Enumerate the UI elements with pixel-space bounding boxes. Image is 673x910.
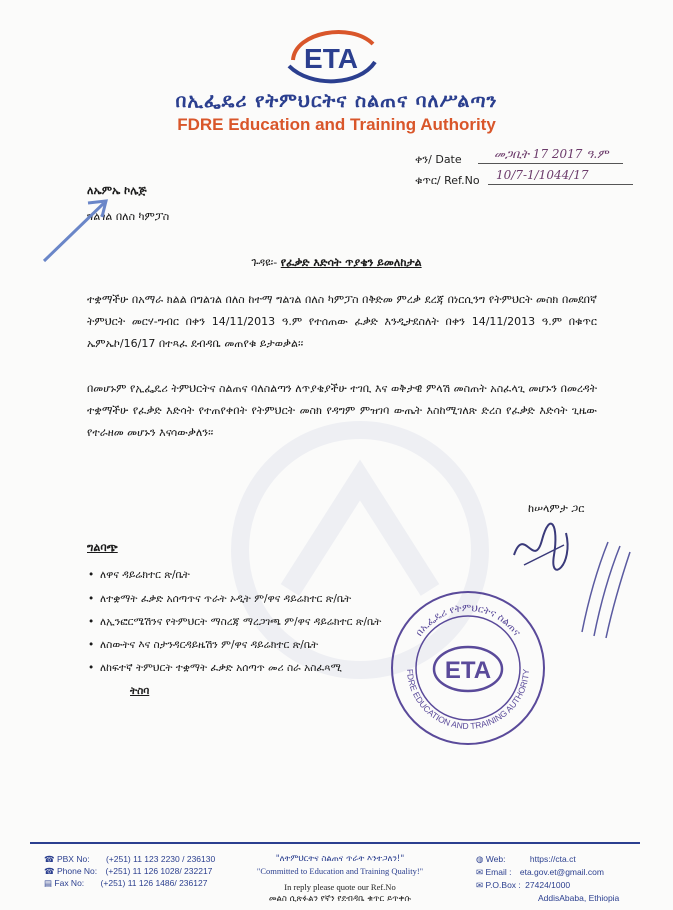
phone-icon: ☎ — [44, 854, 55, 864]
footer-divider — [30, 842, 640, 844]
footer-motto-amharic: "ለትምህርትና ስልጠና ጥራት እንተጋለን!" — [275, 854, 405, 864]
date-value: መጋቢት 17 2017 ዓ.ም — [494, 147, 609, 161]
mail-icon: ✉ — [476, 867, 484, 877]
subject-line — [0, 256, 673, 270]
cc-item: • ለዋና ዳይሬክተር ጽ/ቤት — [88, 569, 190, 581]
footer-pbx: ☎ PBX No: (+251) 11 123 2230 / 236130 — [44, 854, 216, 864]
org-name-amharic: በኢፌዴሪ የትምህርትና ስልጠና ባለሥልጣን — [175, 90, 498, 112]
globe-icon: ◍ — [476, 854, 484, 864]
ref-underline — [488, 184, 633, 185]
phone-icon: ☎ — [44, 866, 55, 876]
cc-item: • ለከፍተኛ ትምህርት ተቋማት ፈቃድ አሰጣጥ መሪ ስራ አስፈጻሚ — [88, 662, 342, 674]
cc-item: • ለተቋማት ፈቃድ አሰጣጥና ጥራት ኦዲት ም/ዋና ዳይሬክተር ጽ/ቤት — [88, 593, 352, 605]
footer-reply-amharic: መልስ ሲጽፉልን የኛን የደብዳቤ ቁጥር ይጥቀሱ — [268, 894, 412, 904]
official-stamp — [389, 589, 547, 747]
logo-letters: ETA — [304, 43, 358, 74]
signature — [504, 515, 584, 575]
footer-fax: ▤ Fax No: (+251) 11 126 1486/ 236127 — [44, 878, 208, 888]
subject-prefix: ጉዳዩ፡- — [251, 256, 278, 269]
eta-logo-icon — [281, 22, 381, 88]
fax-icon: ▤ — [44, 878, 53, 888]
footer-email: ✉ Email : eta.gov.et@gmail.com — [476, 867, 604, 877]
cc-item: • ለስውትና እና ስታንዳርዳይዜሽን ም/ዋና ዳይሬክተር ጽ/ቤት — [88, 639, 319, 651]
mail-icon: ✉ — [476, 880, 484, 890]
cc-item-continuation: ትስባ — [130, 685, 150, 697]
signoff: ከሠላምታ ጋር — [528, 502, 585, 515]
footer-web: ◍ Web: https://cta.ct — [476, 854, 576, 864]
cc-item: • ለኢንፎርሜሽንና የትምህርት ማስረጃ ማረጋገጫ ም/ዋና ዳይሬክተር ጽ/ቤት — [88, 616, 382, 628]
date-label: ቀን/ Date — [415, 153, 462, 166]
svg-text:በኢፌዴሪ የትምህርትና ስልጠና: በኢፌዴሪ የትምህርትና ስልጠና — [413, 602, 523, 639]
handwritten-side-note — [574, 532, 634, 642]
ref-value: 10/7-1/1044/17 — [496, 168, 589, 182]
date-underline — [478, 163, 623, 164]
stamp-logo-letters: ETA — [444, 657, 492, 684]
footer-reply-english: In reply please quote our Ref.No — [284, 882, 396, 892]
pen-arrow-mark-icon — [40, 195, 120, 265]
body-paragraph-1: ተቋማችሁ በአማራ ክልል በግልገል በለስ ከተማ ግልገል በለስ ካምፓስ በቅድመ ምረቃ ደረጃ በነርሲንግ የትምህርት መስክ በመደበኛ ትምህርት መርሃ-ግብር በቀን 14/11/2013 ዓ.ም የተሰጠው ፈቃድ እንዲታደስለት በቀን 14/11/2013 ዓ.ም በቁጥር ኤምኤኮ/16/17 በተጻፈ ደብዳቤ መጠየቁ ይታወቃል፡፡ — [87, 293, 597, 350]
body-paragraph-2: በመሆኑም የኢፌዴሪ ትምህርትና ስልጠና ባለስልጣን ለጥያቄያችሁ ተገቢ እና ወቅታዊ ምላሽ መስጠት አስፈላጊ መሆኑን በመረዳት ተቋማችሁ የፈቃድ እድሳት የተጠየቀበት የትምህርት መስክ የዳግም ምዝገባ ውጤት እስከሚገለጽ ድረስ የፈቃድ እድሳት ጊዜው የተራዘመ መሆኑን እናሳውቃለን፡፡ — [87, 382, 597, 439]
ref-label: ቁጥር/ Ref.No — [415, 174, 480, 187]
footer-motto-english: "Committed to Education and Training Quality!" — [256, 866, 424, 876]
recipient-name: ለኤምኤ ኮሌጅ — [87, 184, 147, 197]
org-name-english: FDRE Education and Training Authority — [177, 115, 496, 134]
cc-title: ግልባጭ — [87, 541, 118, 554]
footer-phone: ☎ Phone No: (+251) 11 126 1028/ 232217 — [44, 866, 213, 876]
recipient-location: ግልገል በለስ ካምፓስ — [87, 210, 170, 223]
svg-text:FDRE EDUCATION AND TRAINING AU: FDRE EDUCATION AND TRAINING AUTHORITY — [404, 668, 532, 732]
footer-pobox: ✉ P.O.Box : 27424/1000 — [476, 880, 571, 890]
subject-text: የፈቃድ እድሳት ጥያቄን ይመለከታል — [280, 256, 422, 269]
footer-city: AddisAbaba, Ethiopia — [538, 893, 620, 903]
